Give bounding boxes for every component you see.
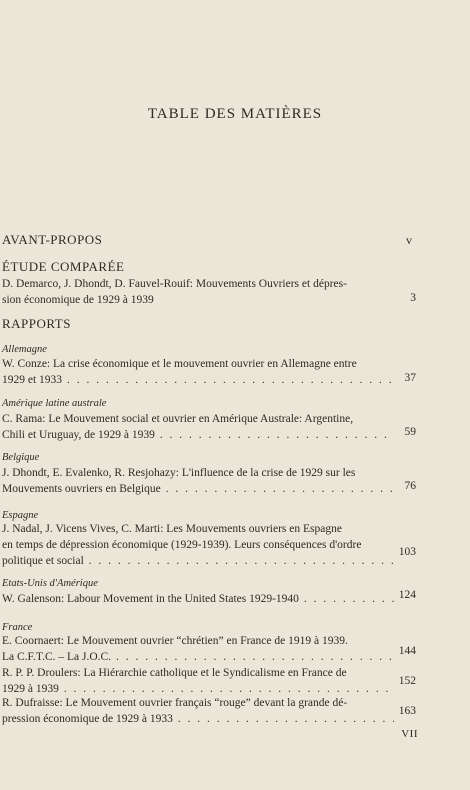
country-heading: Etats-Unis d'Amérique [2, 578, 98, 589]
entry-france-coornaert [2, 633, 394, 665]
entry-line: C. Rama: Le Mouvement social et ouvrier en Amérique Australe: Argentine, [2, 413, 354, 425]
entry-etude [2, 276, 394, 308]
entry-france-droulers [2, 665, 394, 697]
entry-france-dufraisse [2, 695, 394, 727]
entry-line: Chili et Uruguay, de 1929 à 1939 . . . [2, 427, 394, 443]
entry-etats-unis [2, 591, 394, 607]
entry-line: 1929 à 1939 . . . [2, 681, 394, 697]
folio-number: VII [401, 728, 418, 740]
entry-line: en temps de dépression économique (1929-1939). Leurs conséquences d'ordre [2, 539, 362, 551]
entry-line: W. Galenson: Labour Movement in the United States 1929-1940 . . . [2, 591, 394, 607]
entry-belgique [2, 465, 394, 497]
page-number: 103 [398, 546, 416, 558]
page-number: 144 [398, 645, 416, 657]
entry-line: J. Nadal, J. Vicens Vives, C. Marti: Les Mouvements ouvriers en Espagne [2, 523, 342, 535]
entry-line: J. Dhondt, E. Evalenko, R. Resjohazy: L'influence de la crise de 1929 sur les [2, 467, 356, 479]
country-heading: France [2, 622, 33, 633]
country-heading: Amérique latine australe [2, 398, 107, 409]
entry-amerique-latine [2, 411, 394, 443]
entry-espagne [2, 521, 394, 569]
country-heading: Belgique [2, 452, 40, 463]
entry-line: D. Demarco, J. Dhondt, D. Fauvel-Rouif: Mouvements Ouvriers et dépres- [2, 278, 347, 290]
country-heading: Espagne [2, 510, 39, 521]
page-number: 163 [398, 705, 416, 717]
entry-line: R. Dufraisse: Le Mouvement ouvrier français “rouge” devant la grande dé- [2, 697, 348, 709]
section-rapports: RAPPORTS [2, 316, 71, 331]
entry-allemagne [2, 356, 394, 388]
section-avant-propos: AVANT-PROPOS [2, 232, 103, 247]
page-number: 152 [398, 675, 416, 687]
page-number: 59 [404, 426, 416, 438]
entry-line: 1929 et 1933 . . . [2, 372, 394, 388]
entry-line: R. P. P. Droulers: La Hiérarchie catholique et le Syndicalisme en France de [2, 667, 347, 679]
entry-line: pression économique de 1929 à 1933 . . . [2, 711, 394, 727]
section-etude-comparee: ÉTUDE COMPARÉE [2, 259, 125, 274]
page-number: 37 [404, 372, 416, 384]
page-number: 3 [410, 292, 416, 304]
entry-line: politique et social . . . [2, 553, 394, 569]
entry-line: Mouvements ouvriers en Belgique . . . [2, 481, 394, 497]
page-number: 76 [404, 480, 416, 492]
entry-line: E. Coornaert: Le Mouvement ouvrier “chrétien” en France de 1919 à 1939. [2, 635, 348, 647]
entry-line: sion économique de 1929 à 1939 [2, 294, 154, 306]
entry-line: La C.F.T.C. – La J.O.C. . . . [2, 649, 394, 665]
page-title: TABLE DES MATIÈRES [147, 106, 323, 122]
entry-line: W. Conze: La crise économique et le mouvement ouvrier en Allemagne entre [2, 358, 357, 370]
page-number: 124 [398, 589, 416, 601]
country-heading: Allemagne [2, 344, 47, 355]
page-number-avant-propos: v [406, 233, 412, 247]
